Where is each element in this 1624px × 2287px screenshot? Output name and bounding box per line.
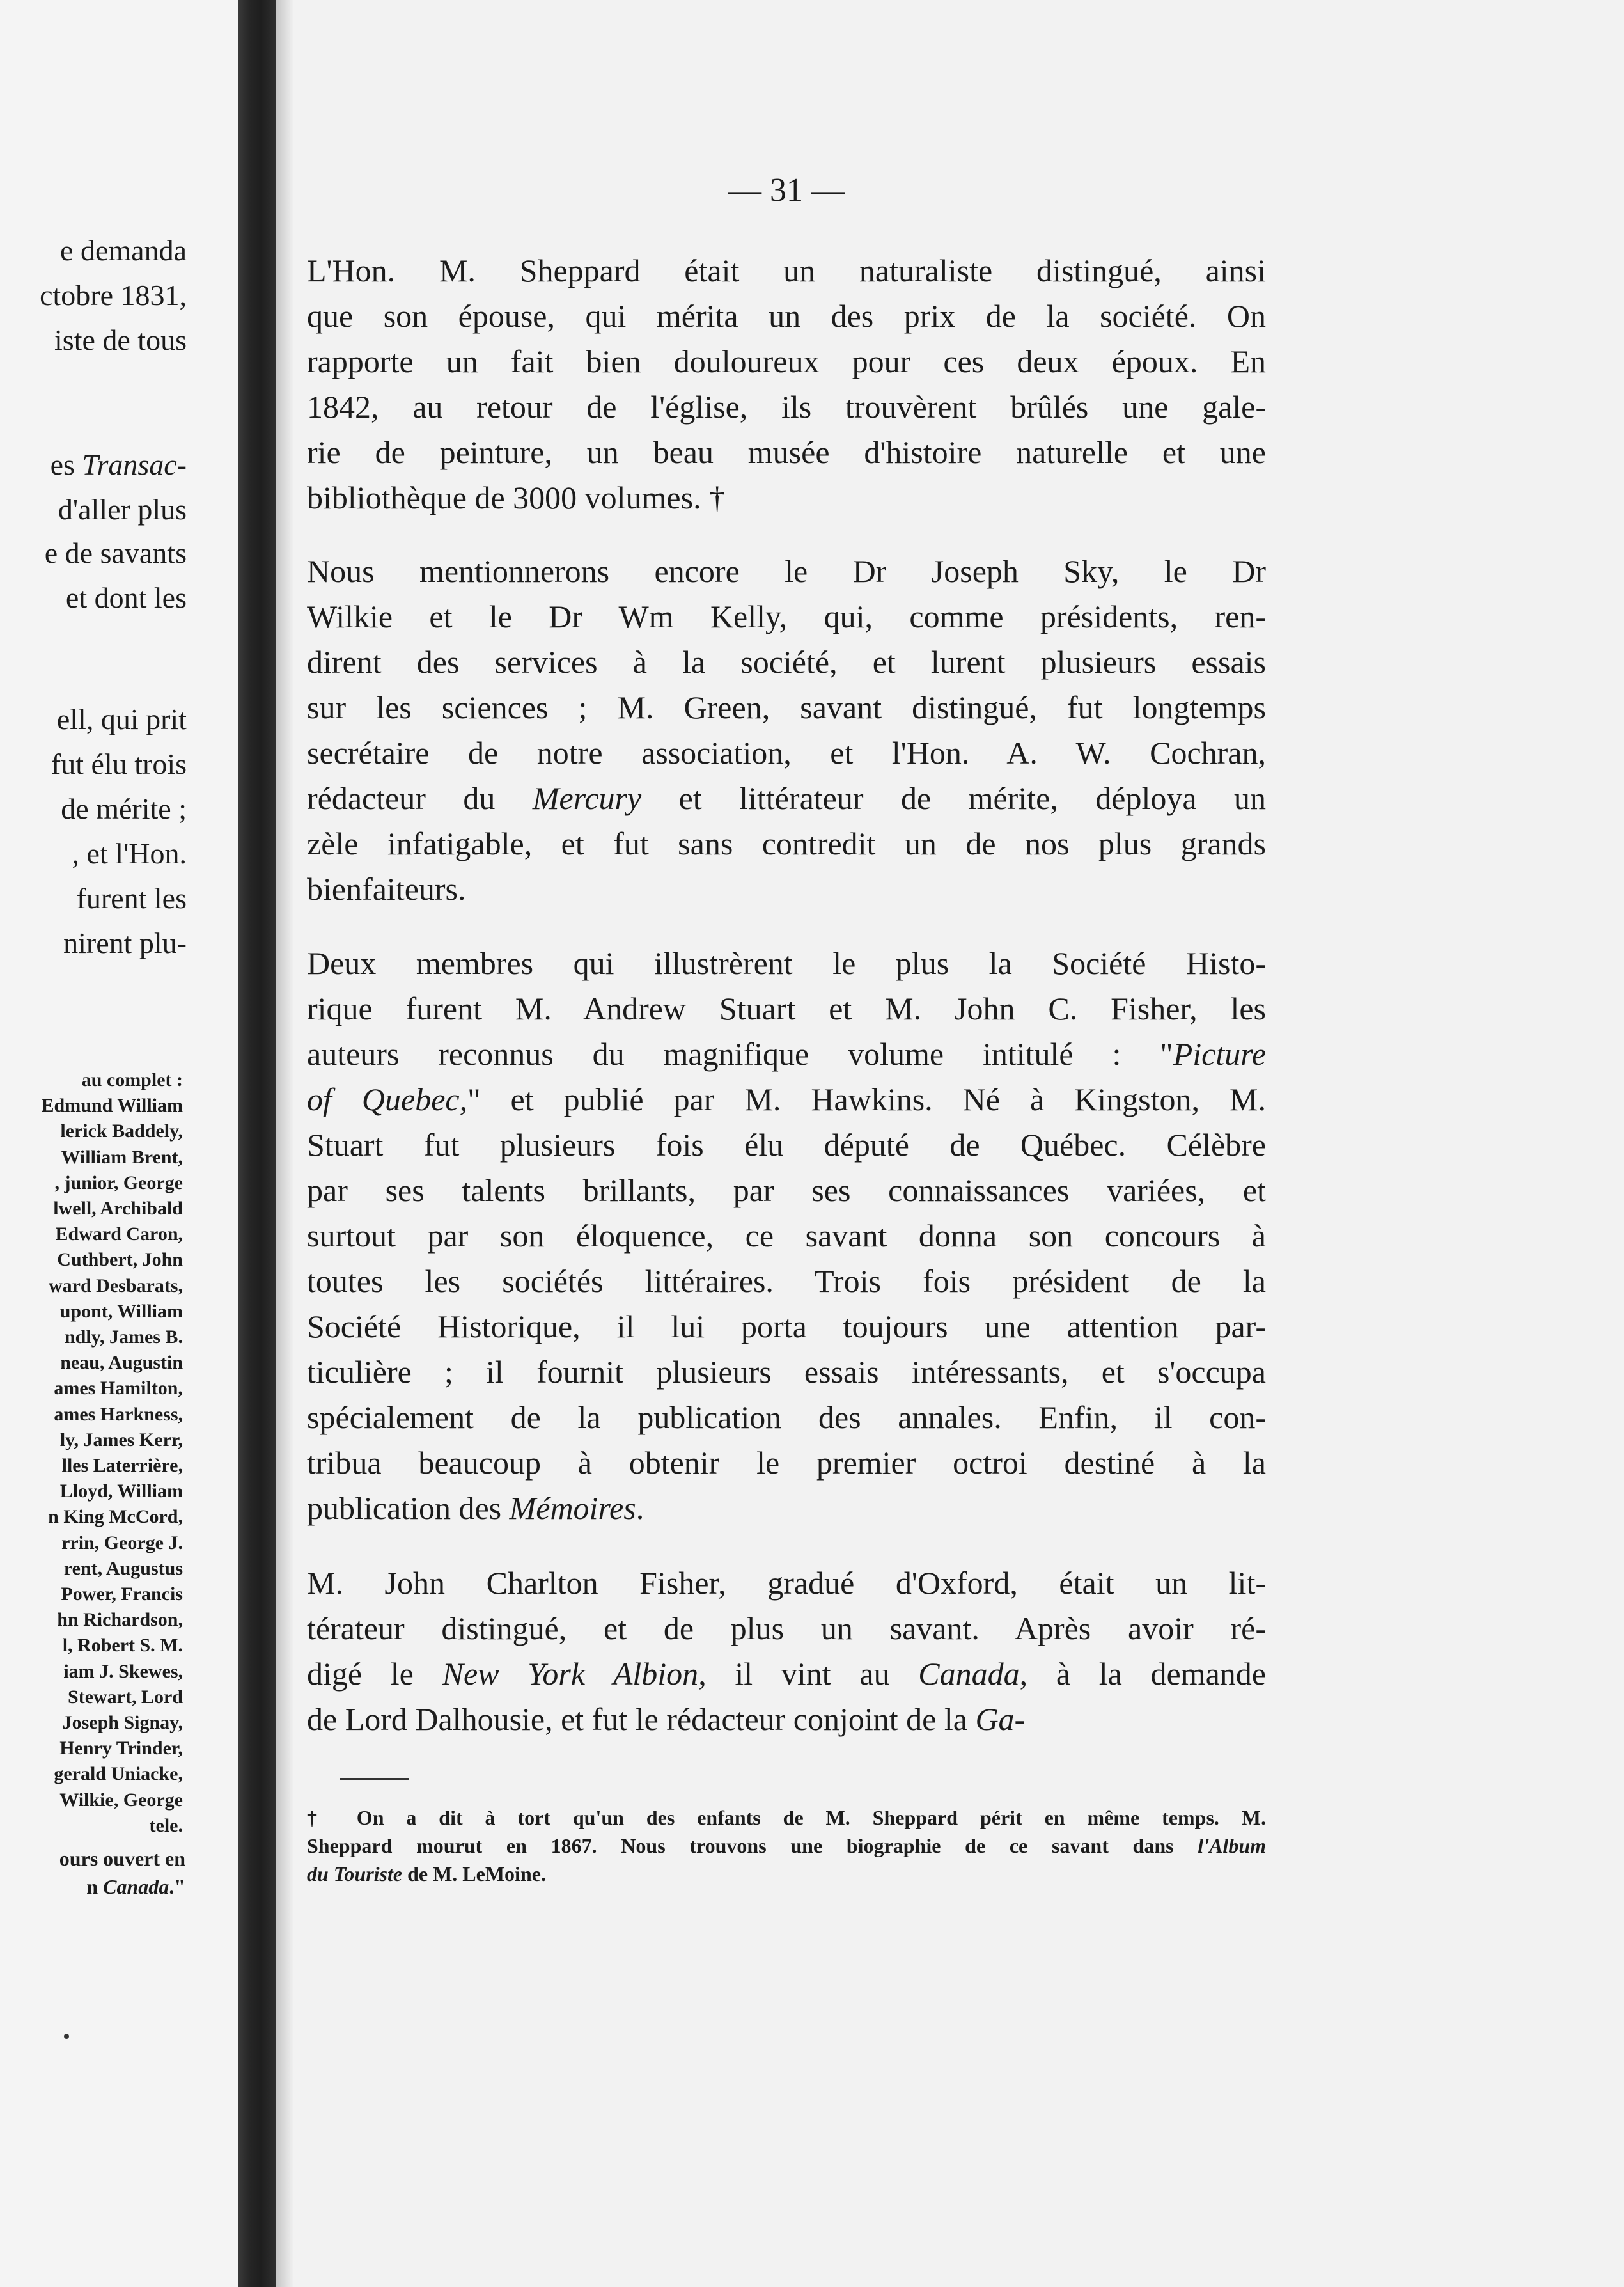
left-list-line: Edmund William xyxy=(41,1095,183,1117)
left-list-line: neau, Augustin xyxy=(60,1352,183,1374)
text-line: rédacteur du Mercury et littérateur de mérite, déploya un xyxy=(307,780,1266,816)
ink-dot xyxy=(64,2034,69,2039)
footnote-line: † On a dit à tort qu'un des enfants de M. Sheppard périt en même temps. M. xyxy=(307,1806,1266,1829)
text-line: Wilkie et le Dr Wm Kelly, qui, comme présidents, ren- xyxy=(307,599,1266,634)
text-line: auteurs reconnus du magnifique volume intitulé : "Picture xyxy=(307,1036,1266,1072)
left-text-line: nirent plu- xyxy=(63,927,187,959)
text-line: publication des Mémoires. xyxy=(307,1490,644,1526)
text-line: digé le New York Albion, il vint au Canada, à la demande xyxy=(307,1656,1267,1692)
text-line: par ses talents brillants, par ses connaissances variées, et xyxy=(307,1172,1266,1208)
left-list-line: hn Richardson, xyxy=(57,1609,183,1631)
left-list-line: Lloyd, William xyxy=(59,1481,183,1502)
paragraph-sheppard xyxy=(307,248,1266,521)
left-text-line: e demanda xyxy=(60,234,187,267)
left-list-line: upont, William xyxy=(59,1300,183,1322)
left-list-line: au complet : xyxy=(81,1069,183,1090)
text-line: Stuart fut plusieurs fois élu député de Québec. Célèbre xyxy=(307,1127,1266,1163)
text-line: Nous mentionnerons encore le Dr Joseph Sky, le Dr xyxy=(307,553,1266,589)
left-list-line: Wilkie, George xyxy=(59,1789,183,1811)
left-closing-line: n Canada." xyxy=(86,1875,185,1898)
text-line: zèle infatigable, et fut sans contredit un de nos plus grands xyxy=(307,826,1266,861)
text-line: toutes les sociétés littéraires. Trois fois président de la xyxy=(307,1263,1266,1299)
left-list-line: Stewart, Lord xyxy=(68,1686,183,1708)
left-text-line: iste de tous xyxy=(54,324,187,356)
text-line: rique furent M. Andrew Stuart et M. John C. Fisher, les xyxy=(307,991,1266,1026)
page-number: — 31 — xyxy=(728,172,845,208)
text-line: bienfaiteurs. xyxy=(307,871,466,907)
text-line: secrétaire de notre association, et l'Hon. A. W. Cochran, xyxy=(307,735,1266,771)
footnote-rule xyxy=(340,1778,409,1780)
left-list-line: lerick Baddely, xyxy=(60,1120,183,1142)
left-list-line: iam J. Skewes, xyxy=(63,1660,183,1682)
paragraph-fisher-bio xyxy=(307,1560,1266,1742)
text-line: L'Hon. M. Sheppard était un naturaliste distingué, ainsi xyxy=(307,253,1266,288)
paragraph-presidents xyxy=(307,549,1266,912)
left-list-line: Edward Caron, xyxy=(55,1223,183,1245)
left-text-line: et dont les xyxy=(65,581,187,614)
left-list-line: William Brent, xyxy=(61,1146,183,1168)
paragraph-stuart-fisher xyxy=(307,941,1266,1531)
left-list-line: rent, Augustus xyxy=(63,1557,183,1579)
text-line: of Quebec," et publié par M. Hawkins. Né à Kingston, M. xyxy=(307,1081,1266,1117)
left-text-line: ctobre 1831, xyxy=(40,279,187,311)
text-line: 1842, au retour de l'église, ils trouvèrent brûlés une gale- xyxy=(307,389,1266,425)
left-list-line: ly, James Kerr, xyxy=(59,1429,183,1450)
left-list-line: ndly, James B. xyxy=(64,1326,183,1348)
left-list-line: rrin, George J. xyxy=(61,1532,183,1553)
book-gutter xyxy=(238,0,276,2287)
left-list-line: gerald Uniacke, xyxy=(54,1763,183,1785)
text-line: Société Historique, il lui porta toujours une attention par- xyxy=(307,1309,1266,1344)
footnote xyxy=(307,1804,1266,1888)
left-text-line: d'aller plus xyxy=(58,493,187,526)
text-line: térateur distingué, et de plus un savant. Après avoir ré- xyxy=(307,1610,1266,1646)
left-text-line: de mérite ; xyxy=(61,792,187,825)
gutter-shadow xyxy=(276,0,294,2287)
footnote-line: du Touriste de M. LeMoine. xyxy=(307,1862,546,1885)
left-list-line: lwell, Archibald xyxy=(53,1198,183,1219)
left-list-line: n King McCord, xyxy=(48,1506,183,1528)
left-list-line: , junior, George xyxy=(54,1172,183,1193)
left-text-line: , et l'Hon. xyxy=(72,837,187,870)
left-facing-page xyxy=(0,0,238,2287)
left-text-line: e de savants xyxy=(44,537,187,569)
text-line: M. John Charlton Fisher, gradué d'Oxford, était un lit- xyxy=(307,1565,1266,1601)
left-list-line: tele. xyxy=(149,1814,183,1836)
left-list-line: Power, Francis xyxy=(61,1584,183,1605)
text-line: que son épouse, qui mérita un des prix de la société. On xyxy=(307,298,1266,334)
left-text-line: ell, qui prit xyxy=(56,703,187,735)
left-list-line: ward Desbarats, xyxy=(49,1275,183,1296)
text-line: sur les sciences ; M. Green, savant distingué, fut longtemps xyxy=(307,689,1266,725)
left-list-line: Cuthbert, John xyxy=(57,1249,183,1271)
text-line: surtout par son éloquence, ce savant donna son concours à xyxy=(307,1218,1266,1254)
footnote-line: Sheppard mourut en 1867. Nous trouvons une biographie de ce savant dans l'Album xyxy=(307,1834,1266,1857)
left-text-line: furent les xyxy=(76,882,187,915)
left-closing-line: ours ouvert en xyxy=(59,1847,185,1870)
text-line: ticulière ; il fournit plusieurs essais intéressants, et s'occupa xyxy=(307,1354,1266,1390)
left-list-line: Henry Trinder, xyxy=(59,1738,183,1759)
text-line: spécialement de la publication des annales. Enfin, il con- xyxy=(307,1399,1266,1435)
text-line: de Lord Dalhousie, et fut le rédacteur conjoint de la Ga- xyxy=(307,1701,1026,1737)
text-line: rapporte un fait bien douloureux pour ces deux époux. En xyxy=(307,343,1266,379)
left-text-line: es Transac- xyxy=(50,448,187,481)
text-line: tribua beaucoup à obtenir le premier octroi destiné à la xyxy=(307,1445,1266,1481)
text-line: rie de peinture, un beau musée d'histoire naturelle et une xyxy=(307,434,1266,470)
text-line: bibliothèque de 3000 volumes. † xyxy=(307,480,726,515)
left-list-line: lles Laterrière, xyxy=(61,1455,183,1476)
left-text-line: fut élu trois xyxy=(51,748,187,780)
left-list-line: Joseph Signay, xyxy=(62,1712,183,1733)
left-list-line: l, Robert S. M. xyxy=(62,1635,183,1656)
text-line: Deux membres qui illustrèrent le plus la Société Histo- xyxy=(307,945,1266,981)
left-list-line: ames Hamilton, xyxy=(54,1378,183,1399)
text-line: dirent des services à la société, et lurent plusieurs essais xyxy=(307,644,1266,680)
left-list-line: ames Harkness, xyxy=(54,1403,183,1425)
